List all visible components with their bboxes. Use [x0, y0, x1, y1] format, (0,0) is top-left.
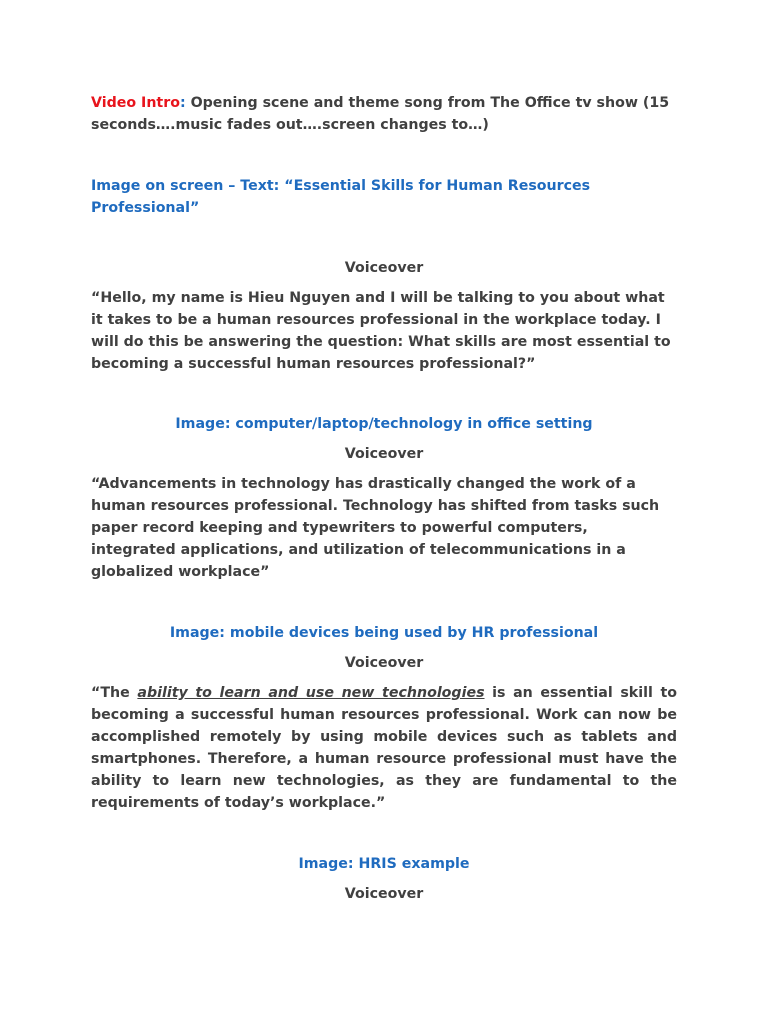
voiceover-text: “Hello, my name is Hieu Nguyen and I will be talking to you about what it takes to be a human resources professional in the workplace today. I will do this be answering the question: What skills are most essential to becoming a successful human resources professional?” — [91, 290, 671, 372]
video-intro-colon: : — [179, 95, 186, 111]
voiceover-heading-2 — [91, 443, 677, 465]
video-intro-paragraph — [91, 92, 677, 136]
paragraph-open: “The — [91, 685, 138, 701]
voiceover-heading-1 — [91, 257, 677, 279]
image-cue-text: Image: mobile devices being used by HR professional — [169, 625, 599, 641]
image-cue-4 — [91, 853, 677, 875]
image-cue-2 — [91, 413, 677, 435]
voiceover-paragraph-2 — [91, 473, 677, 583]
voiceover-heading-4 — [91, 883, 677, 905]
video-intro-label: Video Intro — [91, 95, 180, 111]
image-cue-text: Image: computer/laptop/technology in office setting — [175, 416, 593, 432]
voiceover-label: Voiceover — [344, 886, 424, 902]
image-cue-text: Image: HRIS example — [298, 856, 470, 872]
emphasized-phrase: ability to learn and use new technologies — [137, 685, 485, 701]
image-on-screen-title — [91, 175, 677, 219]
paragraph-rest: is an essential skill to becoming a successful human resources professional. Work can now be accomplished remotely by using mobile devices such as tablets and smartphones. Therefore, a human resource professional must have the ability to learn new technologies, as they are fundamental to the requirements of today’s workplace.” — [91, 685, 677, 811]
voiceover-text — [91, 682, 677, 814]
video-intro — [91, 92, 677, 136]
voiceover-label: Voiceover — [344, 446, 424, 462]
video-intro-text: Opening scene and theme song from The Office tv show (15 seconds….music fades out….screen changes to…) — [91, 95, 670, 133]
voiceover-heading-3 — [91, 652, 677, 674]
voiceover-text: “Advancements in technology has drastically changed the work of a human resources professional. Technology has shifted from tasks such paper record keeping and typewriters to powerful computers, integrated applications, and utilization of telecommunications in a globalized workplace” — [91, 476, 660, 580]
voiceover-label: Voiceover — [344, 655, 424, 671]
voiceover-paragraph-1 — [91, 287, 677, 375]
voiceover-label: Voiceover — [344, 260, 424, 276]
image-cue-3 — [91, 622, 677, 644]
voiceover-paragraph-3 — [91, 682, 677, 814]
image-on-screen-text: Image on screen – Text: “Essential Skills for Human Resources Professional” — [91, 178, 591, 216]
